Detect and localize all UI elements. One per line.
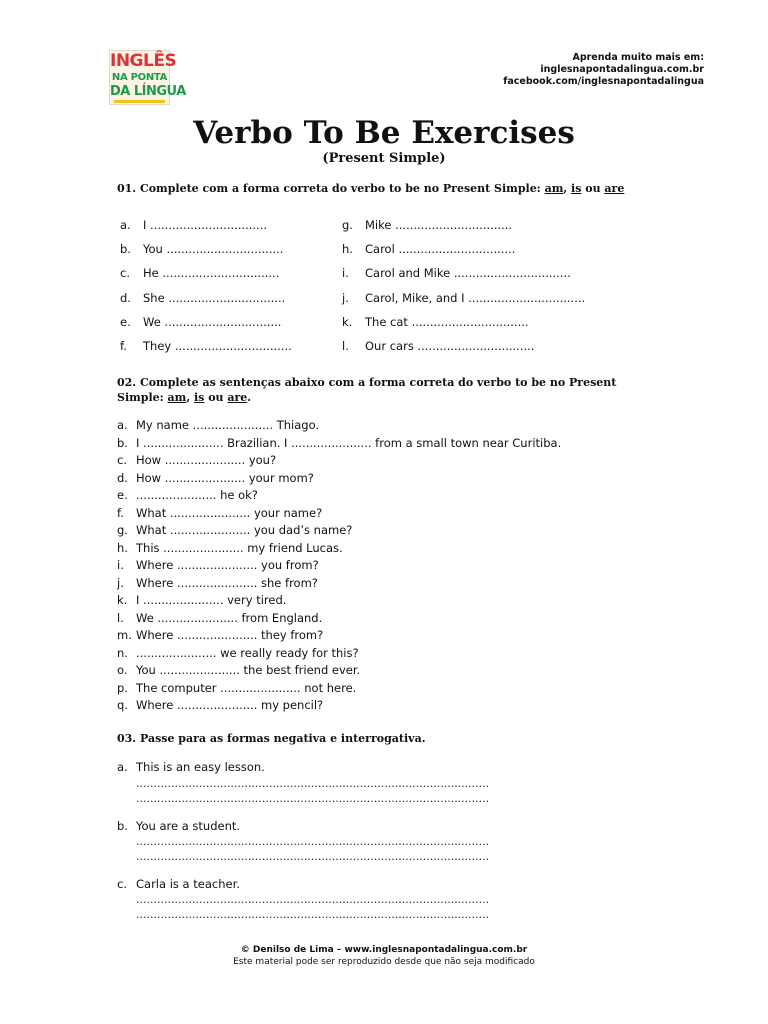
item-label: h.: [342, 242, 353, 256]
item-text: This is an easy lesson.: [136, 760, 265, 774]
section3-heading: 03. Passe para as formas negativa e interrogativa.: [117, 732, 426, 745]
item-text: We ................................: [143, 315, 282, 329]
list-item: [117, 452, 677, 469]
footer-note: Este material pode ser reproduzido desde que não seja modificado: [233, 957, 535, 967]
option-is: is: [571, 182, 582, 195]
item-text: What ...................... your name?: [136, 505, 323, 520]
item-text: This ...................... my friend Lucas.: [136, 540, 343, 555]
list-item: [117, 876, 677, 893]
item-text: Mike ................................: [365, 218, 513, 232]
item-text: You ...................... the best friend ever.: [136, 663, 361, 677]
header-tagline: Aprenda muito mais em:: [572, 52, 704, 63]
item-text: You are a student.: [136, 819, 241, 833]
footer: [0, 944, 768, 968]
item-text: They ................................: [143, 339, 292, 353]
item-label: j.: [342, 291, 349, 305]
item-label: d.: [117, 470, 128, 485]
list-item: [342, 265, 672, 282]
item-text: ...................... we really ready for this?: [136, 645, 359, 660]
logo-line-3: DA LÍNGUA: [110, 84, 186, 99]
section3-list: [117, 759, 677, 929]
item-label: h.: [117, 540, 128, 555]
item-label: k.: [342, 315, 353, 329]
item-text: We ...................... from England.: [136, 610, 323, 625]
option-am: am: [167, 391, 187, 404]
option-is: is: [193, 391, 205, 404]
item-label: p.: [117, 680, 128, 695]
option-are: are: [227, 391, 248, 404]
list-item: [117, 759, 677, 776]
item-label: l.: [342, 339, 349, 353]
item-label: k.: [117, 593, 128, 607]
item-label: b.: [120, 242, 131, 256]
footer-copyright: © Denilso de Lima – www.inglesnapontadalingua.com.br: [240, 945, 528, 955]
website-link[interactable]: inglesnapontadalingua.com.br: [540, 64, 704, 75]
list-item: [117, 592, 677, 609]
item-text: Carol and Mike ................................: [365, 266, 571, 280]
item-text: Carol, Mike, and I ................................: [365, 291, 586, 305]
item-text: What ...................... you dad’s name?: [136, 523, 353, 537]
list-item: [120, 217, 350, 234]
list-item: [117, 435, 677, 452]
item-label: o.: [117, 663, 128, 677]
answer-line[interactable]: .....................................................................................................: [136, 835, 490, 848]
list-item: [117, 610, 677, 627]
item-label: a.: [117, 760, 128, 774]
section1-right-column: [342, 217, 672, 367]
list-item: [117, 522, 677, 539]
item-label: e.: [120, 315, 131, 329]
facebook-link[interactable]: facebook.com/inglesnapontadalingua: [503, 76, 704, 87]
list-item: [342, 241, 672, 258]
list-item: [117, 540, 677, 557]
list-item: [117, 680, 677, 697]
section2-list: [117, 417, 677, 717]
header-links: [503, 52, 704, 88]
item-text: ...................... he ok?: [136, 488, 258, 502]
section1-left-column: [120, 217, 353, 367]
separator: ou: [581, 182, 605, 195]
answer-line[interactable]: .....................................................................................................: [136, 908, 490, 921]
item-text: I ...................... very tired.: [136, 593, 287, 607]
item-label: l.: [117, 610, 124, 625]
item-label: g.: [117, 523, 128, 537]
item-text: Our cars ................................: [365, 339, 535, 353]
logo: [109, 50, 186, 105]
item-label: c.: [117, 453, 127, 467]
item-label: i.: [117, 558, 124, 572]
list-item: [120, 314, 353, 331]
item-text: Carla is a teacher.: [136, 877, 240, 891]
item-text: I ...................... Brazilian. I ...................... from a small town near Curitiba.: [136, 435, 562, 450]
item-label: j.: [117, 575, 124, 590]
list-item: [342, 314, 672, 331]
page-title: Verbo To Be Exercises: [193, 115, 575, 151]
item-text: She ................................: [143, 291, 286, 305]
list-item: [117, 470, 677, 487]
item-label: f.: [117, 505, 124, 520]
item-label: b.: [117, 435, 128, 450]
list-item: [117, 505, 677, 522]
item-label: e.: [117, 488, 128, 502]
item-text: Where ...................... you from?: [136, 558, 319, 572]
section1-heading-text: 01. Complete com a forma correta do verbo to be no Present Simple:: [117, 182, 545, 195]
item-label: f.: [120, 339, 127, 353]
list-item: [342, 217, 672, 234]
item-text: Carol ................................: [365, 242, 516, 256]
list-item: [117, 487, 677, 504]
item-text: How ...................... your mom?: [136, 470, 314, 485]
separator: ,: [186, 391, 194, 404]
section2-heading-line1: 02. Complete as sentenças abaixo com a forma correta do verbo to be no Present: [117, 376, 617, 389]
section1-heading: [117, 181, 657, 196]
item-label: a.: [117, 418, 128, 432]
separator: .: [247, 391, 252, 404]
list-item: [120, 241, 350, 258]
list-item: [342, 290, 672, 307]
section2-heading: [117, 375, 657, 405]
list-item: [117, 575, 677, 592]
item-text: The cat ................................: [365, 315, 529, 329]
item-text: Where ...................... she from?: [136, 575, 318, 590]
separator: ,: [563, 182, 572, 195]
item-text: The computer ...................... not here.: [136, 680, 357, 695]
item-label: g.: [342, 218, 353, 232]
list-item: [117, 662, 677, 679]
page-subtitle: (Present Simple): [322, 151, 446, 166]
answer-line[interactable]: .....................................................................................................: [136, 792, 490, 805]
list-item: [120, 338, 350, 355]
list-item: [117, 818, 677, 835]
item-label: n.: [117, 645, 128, 660]
logo-accent-bar: [114, 100, 165, 103]
item-label: c.: [117, 877, 127, 891]
item-text: I ................................: [143, 218, 268, 232]
item-label: a.: [120, 218, 131, 232]
list-item: [117, 417, 677, 434]
list-item: [120, 265, 350, 282]
item-label: m.: [117, 628, 132, 642]
item-label: i.: [342, 266, 349, 280]
logo-line-2: NA PONTA: [111, 72, 168, 83]
item-label: q.: [117, 698, 128, 712]
item-text: How ...................... you?: [136, 453, 277, 467]
answer-line[interactable]: .....................................................................................................: [136, 850, 490, 863]
item-label: b.: [117, 819, 128, 833]
logo-line-1: INGLÊS: [110, 51, 177, 71]
list-item: [117, 697, 677, 714]
item-text: He ................................: [143, 266, 280, 280]
item-text: You ................................: [143, 242, 284, 256]
answer-line[interactable]: .....................................................................................................: [136, 893, 490, 906]
list-item: [342, 338, 672, 355]
list-item: [117, 645, 677, 662]
answer-line[interactable]: .....................................................................................................: [136, 777, 490, 790]
item-label: c.: [120, 266, 130, 280]
list-item: [120, 290, 350, 307]
section2-heading-prefix: Simple:: [117, 391, 168, 404]
list-item: [117, 557, 677, 574]
item-label: d.: [120, 291, 131, 305]
list-item: [117, 627, 677, 644]
option-are: are: [604, 182, 625, 195]
option-am: am: [544, 182, 564, 195]
item-text: My name ...................... Thiago.: [136, 418, 320, 432]
section2-heading-line2: [117, 390, 657, 405]
item-text: Where ...................... my pencil?: [136, 698, 324, 712]
item-text: Where ...................... they from?: [136, 628, 324, 642]
separator: ou: [204, 391, 228, 404]
